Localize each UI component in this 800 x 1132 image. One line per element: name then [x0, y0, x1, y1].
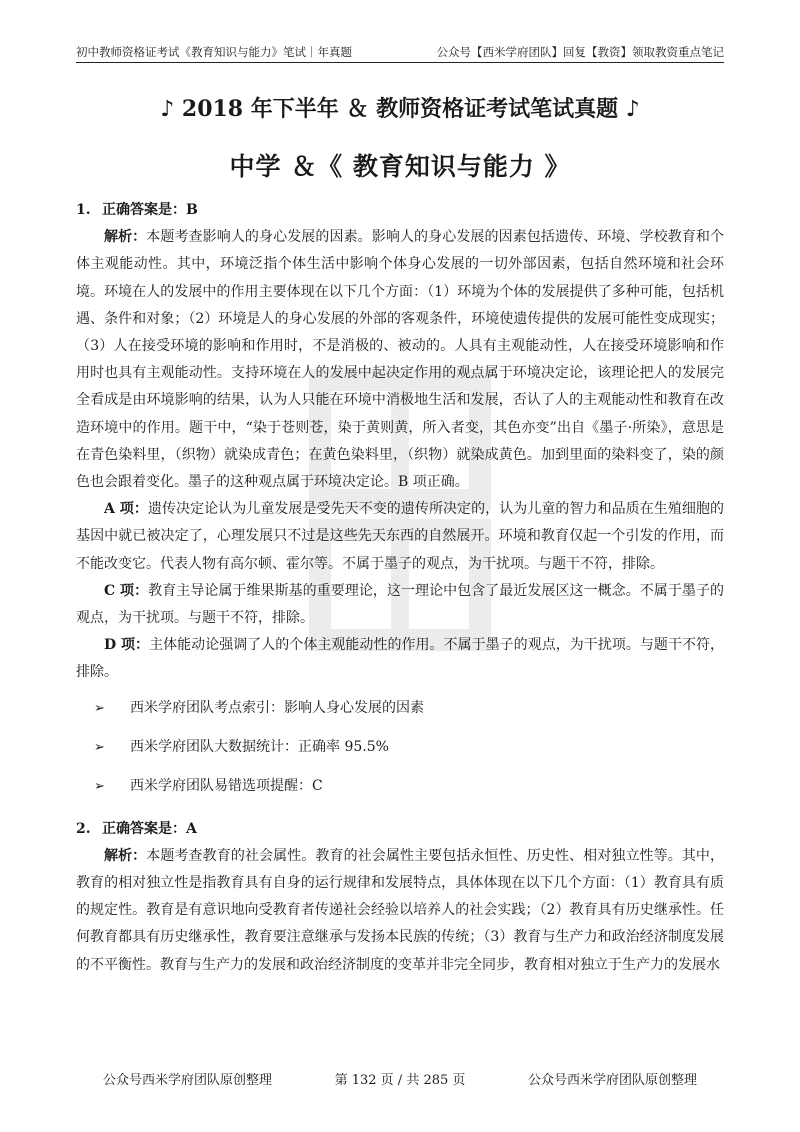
question-number: 1.: [76, 202, 91, 218]
arrow-bullet-icon: ➢: [94, 700, 105, 716]
answer-text: 正确答案是：A: [102, 820, 197, 837]
arrow-bullet-icon: ➢: [94, 778, 105, 794]
footer-right-text: 公众号西米学府团队原创整理: [527, 1073, 697, 1088]
bullet-text: 西米学府团队易错选项提醒：C: [130, 777, 323, 794]
bullet-text: 西米学府团队考点索引：影响人身心发展的因素: [130, 699, 424, 716]
answer-text: 正确答案是：B: [102, 202, 198, 218]
analysis-text: 本题考查影响人的身心发展的因素。影响人的身心发展的因素包括遗传、环境、学校教育和个体主观能动性。其中，环境泛指个体生活中影响个体身心发展的一切外部因素，包括自然环境和社会环境。环境在人的发展中的作用主要体现在以下几个方面：（1）环境为个体的发展提供了多种可能，包括机遇、条件和对象；（2）环境是人的身心发展的外部的客观条件，环境使遗传提供的发展可能性变成现实；（3）人在接受环境的影响和作用时，不是消极的、被动的。人具有主观能动性，人在接受环境影响和作用时也具有主观能动性。支持环境在人的发展中起决定作用的观点属于环境决定论，该理论把人的发展完全看成是由环境影响的结果，认为人只能在环境中消极地生活和发展，否认了人的主观能动性和教育在改造环境中的作用。题干中，“染于苍则苍，染于黄则黄，所入者变，其色亦变”出自《墨子·所染》，意思是在青色染料里，（织物）就染成青色；在黄色染料里，（织物）就染成黄色。加到里面的染料变了，染的颜色也会跟着变化。墨子的这种观点属于环境决定论。B 项正确。: [76, 229, 724, 491]
answer-content: [76, 197, 724, 979]
option-c-label: C 项：: [104, 582, 149, 599]
footer-left-text: 公众号西米学府团队原创整理: [103, 1073, 273, 1088]
analysis-text: 本题考查教育的社会属性。教育的社会属性主要包括永恒性、历史性、相对独立性等。其中，教育的相对独立性是指教育具有自身的运行规律和发展特点，具体体现在以下几个方面：（1）教育具有质的规定性。教育是有意识地向受教育者传递社会经验以培养人的社会实践；（2）教育具有历史继承性。任何教育都具有历史继承性，教育要注意继承与发扬本民族的传统；（3）教育与生产力和政治经济制度发展的不平衡性。教育与生产力的发展和政治经济制度的变革并非完全同步，教育相对独立于生产力的发展水: [76, 847, 724, 973]
option-a-text: 遗传决定论认为儿童发展是受先天不变的遗传所决定的，认为儿童的智力和品质在生殖细胞的基因中就已被决定了，心理发展只不过是这些先天东西的自然展开。环境和教育仅起一个引发的作用，而不能改变它。代表人物有高尔顿、霍尔等。不属于墨子的观点，为干扰项。与题干不符，排除。: [76, 501, 724, 572]
exam-title: ♪ 2018 年下半年 ＆ 教师资格证考试笔试真题 ♪: [160, 96, 640, 122]
bullet-item: [94, 693, 724, 726]
option-d-text: 主体能动论强调了人的个体主观能动性的作用。不属于墨子的观点，为干扰项。与题干不符，排除。: [76, 637, 725, 681]
page-header: [76, 44, 724, 63]
header-right-text: 公众号【西米学府团队】回复【教资】领取教资重点笔记: [436, 45, 724, 59]
analysis-label: 解析：: [104, 229, 147, 246]
question-2-analysis: [76, 843, 724, 979]
question-1-analysis: [76, 224, 724, 496]
option-a-explanation: [76, 496, 724, 578]
bullet-item: [94, 732, 724, 765]
analysis-label: 解析：: [104, 847, 147, 864]
option-d-label: D 项：: [104, 637, 150, 654]
header-left-text: 初中教师资格证考试《教育知识与能力》笔试｜年真题: [76, 45, 352, 59]
bullet-text: 西米学府团队大数据统计：正确率 95.5%: [130, 738, 389, 755]
question-2-answer: [76, 816, 724, 843]
arrow-bullet-icon: ➢: [94, 739, 105, 755]
question-number: 2.: [76, 820, 91, 837]
option-c-text: 教育主导论属于维果斯基的重要理论，这一理论中包含了最近发展区这一概念。不属于墨子的观点，为干扰项。与题干不符，排除。: [76, 582, 724, 627]
bullet-item: [94, 771, 724, 804]
question-1-answer: [76, 197, 724, 224]
option-a-label: A 项：: [104, 501, 148, 518]
subject-title: 中学 ＆《 教育知识与能力 》: [229, 152, 571, 181]
option-d-explanation: [76, 632, 724, 686]
page-number: 第 132 页 / 共 285 页: [334, 1073, 466, 1088]
option-c-explanation: [76, 578, 724, 632]
